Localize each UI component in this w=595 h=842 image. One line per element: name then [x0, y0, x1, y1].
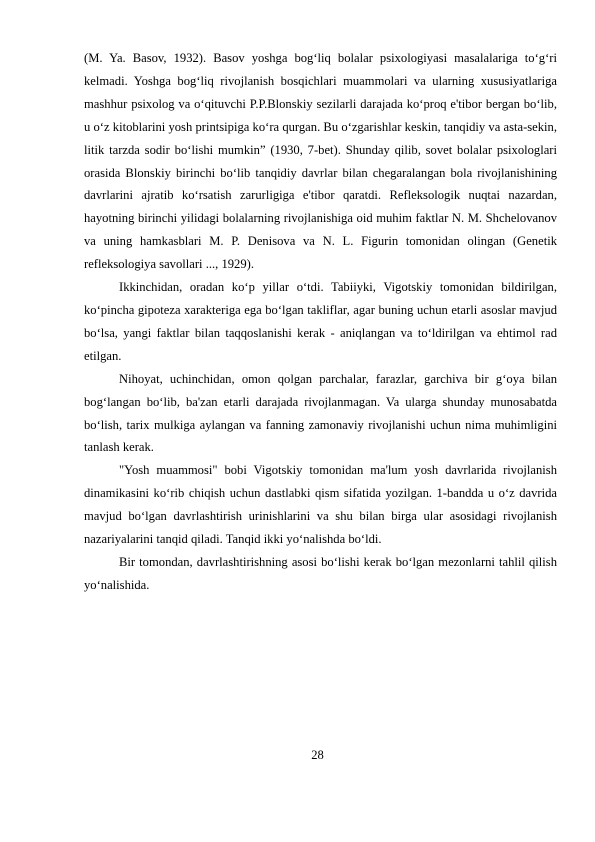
paragraph-secondly: Ikkinchidan, oradan ko‘p yillar o‘tdi. Tabiiyki, Vigotskiy tomonidan bildirilgan, ko‘pincha gipoteza xarakteriga ega bo‘lgan takliflar, agar buning uchun etarli asoslar mavjud bo‘lsa, yangi faktlar bilan taqqoslanishi kerak - aniqlangan va to‘ldirilgan va ehtimol rad etilgan.	[84, 280, 557, 363]
document-body	[84, 47, 557, 597]
paragraph-finally-thirdly: Nihoyat, uchinchidan, omon qolgan parchalar, farazlar, garchiva bir gʻoya bilan bogʻlangan bo‘lib, ba'zan etarli darajada rivojlanmagan. Va ularga shunday munosabatda bo‘lish, tarix mulkiga aylangan va fanning zamonaviy rivojlanishi uchun nima muhimligini tanlash kerak.	[84, 371, 557, 455]
page-number: 28	[311, 748, 324, 762]
paragraph-basov-periodization: (M. Ya. Basov, 1932). Basov yoshga bog‘liq bolalar psixologiyasi masalalariga to‘g‘ri kelmadi. Yoshga bog‘liq rivojlanish bosqichlari muammolari va ularning xususiyatlariga mashhur psixolog va o‘qituvchi P.P.Blonskiy sezilarli darajada ko‘proq e'tibor bergan bo‘lib, u o‘z kitoblarini yosh printsipiga ko‘ra qurgan. Bu o‘zgarishlar keskin, tanqidiy va asta-sekin, litik tarzda sodir bo‘lishi mumkin” (1930, 7-bet). Shunday qilib, sovet bolalar psixologlari orasida Blonskiy birinchi bo‘lib tanqidiy davrlar bilan chegaralangan bola rivojlanishining davrlarini ajratib ko‘rsatish zarurligiga e'tibor qaratdi. Refleksologik nuqtai nazardan, hayotning birinchi yilidagi bolalarning rivojlanishiga oid muhim faktlar N. M. Shchelovanov va uning hamkasblari M. P. Denisova va N. L. Figurin tomonidan olingan (Genetik refleksologiya savollari ..., 1929).	[84, 51, 557, 272]
paragraph-age-problem-chapter: "Yosh muammosi" bobi Vigotskiy tomonidan ma'lum yosh davrlarida rivojlanish dinamikasini ko‘rib chiqish uchun dastlabki qism sifatida yozilgan. 1-bandda u o‘z davrida mavjud bo‘lgan davrlashtirish urinishlarini va shu bilan birga ular asosidagi rivojlanish nazariyalarini tanqid qiladi. Tanqid ikki yo‘nalishda bo‘ldi.	[84, 463, 557, 547]
paragraph-criteria-analysis: Bir tomondan, davrlashtirishning asosi bo‘lishi kerak bo‘lgan mezonlarni tahlil qilish yo‘nalishida.	[84, 554, 557, 592]
